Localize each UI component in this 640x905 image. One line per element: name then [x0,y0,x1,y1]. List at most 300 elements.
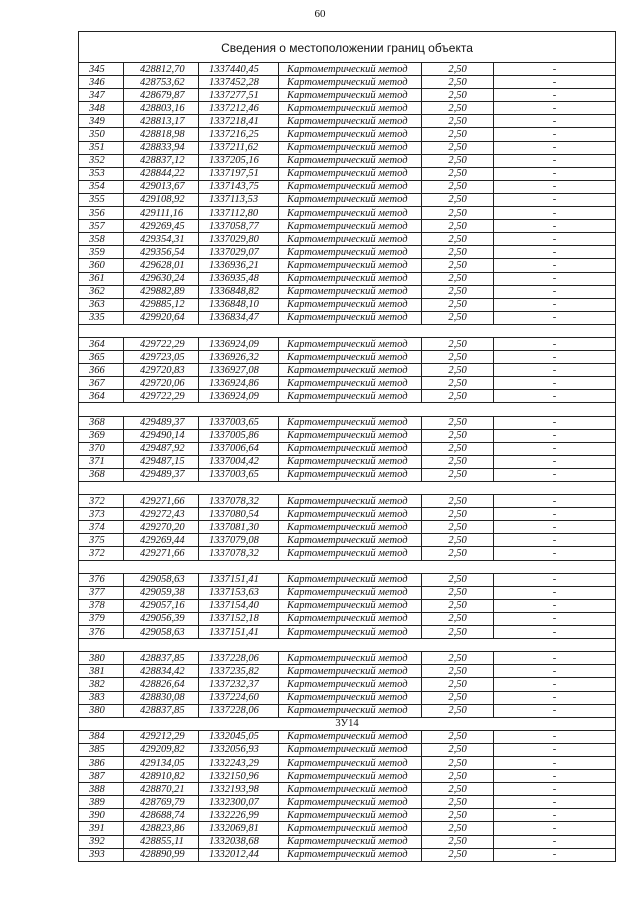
error-value: 2,50 [422,246,494,259]
point-number: 374 [79,521,124,534]
method: Картометрический метод [279,796,422,809]
method: Картометрический метод [279,285,422,298]
point-number: 363 [79,298,124,311]
boundary-coordinates-table [78,31,616,862]
error-value: 2,50 [422,743,494,756]
method: Картометрический метод [279,246,422,259]
method: Картометрический метод [279,835,422,848]
x-coordinate: 429269,45 [124,220,199,233]
error-value: 2,50 [422,63,494,76]
y-coordinate: 1337078,32 [199,547,279,560]
error-value: 2,50 [422,770,494,783]
x-coordinate: 429885,12 [124,298,199,311]
point-number: 352 [79,154,124,167]
error-value: 2,50 [422,285,494,298]
method: Картометрический метод [279,76,422,89]
y-coordinate: 1337224,60 [199,691,279,704]
note: - [494,416,616,429]
point-number: 386 [79,756,124,769]
point-number: 378 [79,599,124,612]
error-value: 2,50 [422,233,494,246]
y-coordinate: 1332300,07 [199,796,279,809]
error-value: 2,50 [422,468,494,481]
table-row [79,521,616,534]
point-number: 372 [79,547,124,560]
error-value: 2,50 [422,154,494,167]
table-row [79,770,616,783]
y-coordinate: 1337205,16 [199,154,279,167]
point-number: 391 [79,822,124,835]
table-row [79,233,616,246]
error-value: 2,50 [422,141,494,154]
error-value: 2,50 [422,115,494,128]
method: Картометрический метод [279,429,422,442]
point-number: 371 [79,455,124,468]
x-coordinate: 429108,92 [124,193,199,206]
point-number: 355 [79,193,124,206]
table-row [79,311,616,324]
method: Картометрический метод [279,337,422,350]
table-row [79,626,616,639]
x-coordinate: 429270,20 [124,521,199,534]
y-coordinate: 1337440,45 [199,63,279,76]
error-value: 2,50 [422,508,494,521]
note: - [494,547,616,560]
table-row [79,128,616,141]
table-row [79,416,616,429]
note: - [494,455,616,468]
note: - [494,848,616,861]
point-number: 390 [79,809,124,822]
page-number: 60 [314,8,326,20]
x-coordinate: 428688,74 [124,809,199,822]
x-coordinate: 428818,98 [124,128,199,141]
y-coordinate: 1332193,98 [199,783,279,796]
y-coordinate: 1337232,37 [199,678,279,691]
x-coordinate: 429490,14 [124,429,199,442]
error-value: 2,50 [422,783,494,796]
table-title: Сведения о местоположении границ объекта [79,32,616,63]
point-number: 387 [79,770,124,783]
separator-cell [79,560,616,573]
error-value: 2,50 [422,756,494,769]
x-coordinate: 428855,11 [124,835,199,848]
point-number: 360 [79,259,124,272]
method: Картометрический метод [279,167,422,180]
note: - [494,128,616,141]
error-value: 2,50 [422,311,494,324]
note: - [494,285,616,298]
method: Картометрический метод [279,586,422,599]
error-value: 2,50 [422,377,494,390]
point-number: 376 [79,573,124,586]
note: - [494,246,616,259]
y-coordinate: 1336848,10 [199,298,279,311]
point-number: 381 [79,665,124,678]
y-coordinate: 1337078,32 [199,495,279,508]
method: Картометрический метод [279,678,422,691]
point-number: 354 [79,180,124,193]
method: Картометрический метод [279,495,422,508]
error-value: 2,50 [422,220,494,233]
point-number: 370 [79,442,124,455]
y-coordinate: 1337080,54 [199,508,279,521]
y-coordinate: 1337216,25 [199,128,279,141]
point-number: 392 [79,835,124,848]
x-coordinate: 429013,67 [124,180,199,193]
note: - [494,76,616,89]
table-row [79,848,616,861]
table-row [79,364,616,377]
y-coordinate: 1337151,41 [199,573,279,586]
point-number: 367 [79,377,124,390]
error-value: 2,50 [422,495,494,508]
method: Картометрический метод [279,141,422,154]
method: Картометрический метод [279,233,422,246]
error-value: 2,50 [422,416,494,429]
y-coordinate: 1336926,32 [199,351,279,364]
y-coordinate: 1337218,41 [199,115,279,128]
error-value: 2,50 [422,167,494,180]
method: Картометрический метод [279,743,422,756]
method: Картометрический метод [279,704,422,717]
point-number: 364 [79,337,124,350]
y-coordinate: 1332012,44 [199,848,279,861]
method: Картометрический метод [279,691,422,704]
note: - [494,193,616,206]
method: Картометрический метод [279,390,422,403]
x-coordinate: 429057,16 [124,599,199,612]
error-value: 2,50 [422,691,494,704]
note: - [494,102,616,115]
error-value: 2,50 [422,102,494,115]
point-number: 353 [79,167,124,180]
x-coordinate: 428826,64 [124,678,199,691]
point-number: 372 [79,495,124,508]
note: - [494,63,616,76]
separator-cell [79,403,616,416]
table-row [79,351,616,364]
y-coordinate: 1337029,80 [199,233,279,246]
note: - [494,351,616,364]
x-coordinate: 429058,63 [124,573,199,586]
y-coordinate: 1336924,09 [199,390,279,403]
note: - [494,495,616,508]
x-coordinate: 428823,86 [124,822,199,835]
error-value: 2,50 [422,128,494,141]
note: - [494,809,616,822]
method: Картометрический метод [279,730,422,743]
error-value: 2,50 [422,704,494,717]
error-value: 2,50 [422,573,494,586]
point-number: 377 [79,586,124,599]
table-row [79,730,616,743]
x-coordinate: 429059,38 [124,586,199,599]
section-separator [79,324,616,337]
method: Картометрический метод [279,848,422,861]
separator-cell [79,639,616,652]
table-row [79,495,616,508]
table-row [79,691,616,704]
method: Картометрический метод [279,521,422,534]
x-coordinate: 428844,22 [124,167,199,180]
point-number: 365 [79,351,124,364]
table-row [79,796,616,809]
table-row [79,599,616,612]
x-coordinate: 429920,64 [124,311,199,324]
table-row [79,442,616,455]
error-value: 2,50 [422,652,494,665]
table-row [79,822,616,835]
x-coordinate: 428753,62 [124,76,199,89]
x-coordinate: 429489,37 [124,416,199,429]
x-coordinate: 429720,06 [124,377,199,390]
method: Картометрический метод [279,626,422,639]
table-row [79,115,616,128]
error-value: 2,50 [422,599,494,612]
method: Картометрический метод [279,272,422,285]
table-row [79,272,616,285]
y-coordinate: 1337006,64 [199,442,279,455]
point-number: 385 [79,743,124,756]
x-coordinate: 429111,16 [124,207,199,220]
note: - [494,89,616,102]
note: - [494,298,616,311]
method: Картометрический метод [279,154,422,167]
y-coordinate: 1337003,65 [199,416,279,429]
note: - [494,770,616,783]
note: - [494,207,616,220]
method: Картометрический метод [279,652,422,665]
note: - [494,442,616,455]
note: - [494,311,616,324]
note: - [494,835,616,848]
y-coordinate: 1337152,18 [199,612,279,625]
point-number: 380 [79,652,124,665]
note: - [494,678,616,691]
y-coordinate: 1337058,77 [199,220,279,233]
error-value: 2,50 [422,180,494,193]
note: - [494,272,616,285]
section-label-row [79,717,616,730]
point-number: 393 [79,848,124,861]
error-value: 2,50 [422,298,494,311]
point-number: 347 [79,89,124,102]
table-row [79,547,616,560]
method: Картометрический метод [279,207,422,220]
error-value: 2,50 [422,521,494,534]
error-value: 2,50 [422,89,494,102]
point-number: 384 [79,730,124,743]
error-value: 2,50 [422,442,494,455]
table-row [79,534,616,547]
method: Картометрический метод [279,547,422,560]
method: Картометрический метод [279,351,422,364]
note: - [494,534,616,547]
y-coordinate: 1337029,07 [199,246,279,259]
note: - [494,337,616,350]
table-row [79,259,616,272]
table-body [79,32,616,862]
x-coordinate: 428834,42 [124,665,199,678]
y-coordinate: 1337081,30 [199,521,279,534]
x-coordinate: 428890,99 [124,848,199,861]
note: - [494,508,616,521]
method: Картометрический метод [279,770,422,783]
x-coordinate: 428833,94 [124,141,199,154]
error-value: 2,50 [422,455,494,468]
point-number: 351 [79,141,124,154]
note: - [494,730,616,743]
x-coordinate: 429271,66 [124,495,199,508]
table-row [79,76,616,89]
point-number: 383 [79,691,124,704]
note: - [494,115,616,128]
error-value: 2,50 [422,848,494,861]
x-coordinate: 428769,79 [124,796,199,809]
y-coordinate: 1332045,05 [199,730,279,743]
table-row [79,429,616,442]
table-row [79,377,616,390]
error-value: 2,50 [422,259,494,272]
note: - [494,626,616,639]
note: - [494,822,616,835]
section-separator [79,482,616,495]
x-coordinate: 429356,54 [124,246,199,259]
note: - [494,167,616,180]
point-number: 368 [79,416,124,429]
y-coordinate: 1337005,86 [199,429,279,442]
method: Картометрический метод [279,665,422,678]
y-coordinate: 1336924,86 [199,377,279,390]
section-separator [79,403,616,416]
x-coordinate: 429630,24 [124,272,199,285]
note: - [494,429,616,442]
error-value: 2,50 [422,835,494,848]
error-value: 2,50 [422,193,494,206]
y-coordinate: 1337452,28 [199,76,279,89]
note: - [494,612,616,625]
point-number: 361 [79,272,124,285]
point-number: 349 [79,115,124,128]
point-number: 369 [79,429,124,442]
point-number: 350 [79,128,124,141]
error-value: 2,50 [422,390,494,403]
x-coordinate: 429212,29 [124,730,199,743]
method: Картометрический метод [279,115,422,128]
method: Картометрический метод [279,756,422,769]
method: Картометрический метод [279,822,422,835]
x-coordinate: 429271,66 [124,547,199,560]
error-value: 2,50 [422,809,494,822]
x-coordinate: 429628,01 [124,259,199,272]
method: Картометрический метод [279,573,422,586]
y-coordinate: 1332150,96 [199,770,279,783]
point-number: 364 [79,390,124,403]
table-row [79,63,616,76]
point-number: 348 [79,102,124,115]
method: Картометрический метод [279,63,422,76]
point-number: 356 [79,207,124,220]
note: - [494,796,616,809]
x-coordinate: 429722,29 [124,337,199,350]
y-coordinate: 1336834,47 [199,311,279,324]
error-value: 2,50 [422,337,494,350]
method: Картометрический метод [279,612,422,625]
note: - [494,652,616,665]
error-value: 2,50 [422,796,494,809]
table-row [79,678,616,691]
table-row [79,167,616,180]
note: - [494,141,616,154]
method: Картометрический метод [279,311,422,324]
point-number: 357 [79,220,124,233]
point-number: 376 [79,626,124,639]
method: Картометрический метод [279,364,422,377]
method: Картометрический метод [279,180,422,193]
method: Картометрический метод [279,220,422,233]
method: Картометрический метод [279,102,422,115]
y-coordinate: 1336936,21 [199,259,279,272]
note: - [494,364,616,377]
table-row [79,207,616,220]
y-coordinate: 1332226,99 [199,809,279,822]
method: Картометрический метод [279,534,422,547]
method: Картометрический метод [279,89,422,102]
table-row [79,285,616,298]
note: - [494,154,616,167]
table-row [79,573,616,586]
note: - [494,743,616,756]
point-number: 380 [79,704,124,717]
y-coordinate: 1337235,82 [199,665,279,678]
x-coordinate: 428910,82 [124,770,199,783]
point-number: 345 [79,63,124,76]
note: - [494,756,616,769]
y-coordinate: 1332069,81 [199,822,279,835]
method: Картометрический метод [279,783,422,796]
table-row [79,586,616,599]
note: - [494,783,616,796]
table-row [79,193,616,206]
x-coordinate: 428813,17 [124,115,199,128]
error-value: 2,50 [422,730,494,743]
method: Картометрический метод [279,416,422,429]
point-number: 362 [79,285,124,298]
section-label: 3У14 [79,717,616,730]
x-coordinate: 428837,85 [124,652,199,665]
table-row [79,508,616,521]
point-number: 358 [79,233,124,246]
point-number: 379 [79,612,124,625]
table-row [79,652,616,665]
x-coordinate: 429056,39 [124,612,199,625]
y-coordinate: 1337113,53 [199,193,279,206]
note: - [494,665,616,678]
y-coordinate: 1336924,09 [199,337,279,350]
point-number: 346 [79,76,124,89]
method: Картометрический метод [279,599,422,612]
table-row [79,141,616,154]
note: - [494,390,616,403]
error-value: 2,50 [422,364,494,377]
x-coordinate: 429487,15 [124,455,199,468]
note: - [494,220,616,233]
error-value: 2,50 [422,665,494,678]
x-coordinate: 429723,05 [124,351,199,364]
note: - [494,468,616,481]
error-value: 2,50 [422,547,494,560]
